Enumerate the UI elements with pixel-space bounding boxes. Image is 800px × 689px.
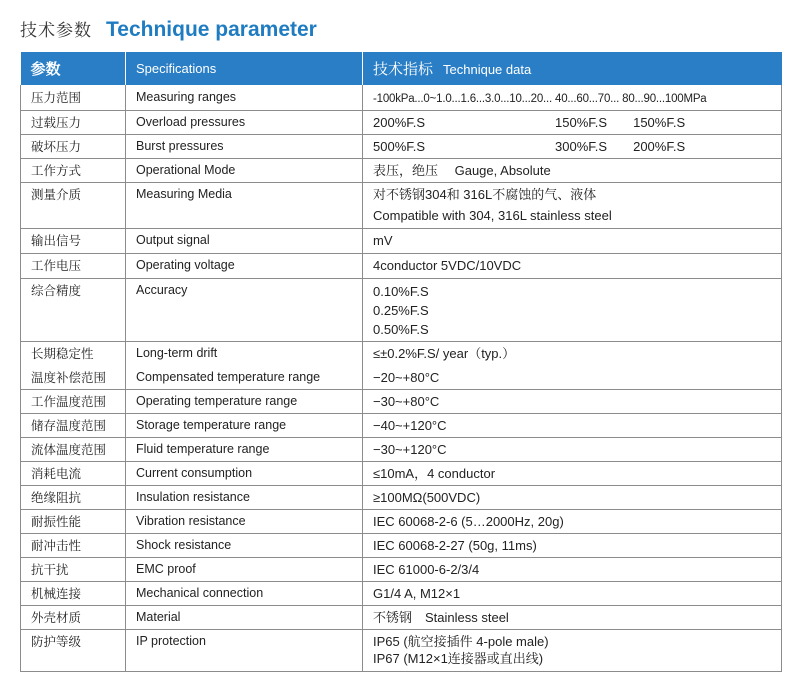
row-en: EMC proof bbox=[126, 558, 363, 582]
heading-zh: 技术参数 bbox=[20, 21, 92, 41]
header-technique-zh: 技术指标 bbox=[373, 61, 434, 78]
row-value: 4conductor 5VDC/10VDC bbox=[363, 254, 782, 279]
table-row bbox=[21, 85, 782, 111]
row-value bbox=[363, 111, 782, 135]
row-zh: 工作温度范围 bbox=[21, 390, 126, 414]
value-part: 500%F.S bbox=[373, 139, 426, 154]
value-line: 0.50%F.S bbox=[373, 322, 429, 337]
table-row bbox=[21, 111, 782, 135]
table-row bbox=[21, 438, 782, 462]
row-value: ≥100MΩ(500VDC) bbox=[363, 486, 782, 510]
value-line: IP65 (航空接插件 4-pole male) bbox=[373, 634, 549, 649]
row-en: Operating voltage bbox=[126, 254, 363, 279]
table-row bbox=[21, 510, 782, 534]
table-row bbox=[21, 254, 782, 279]
value-line: IP67 (M12×1连接器或直出线) bbox=[373, 651, 544, 666]
row-en: Mechanical connection bbox=[126, 582, 363, 606]
row-value: −40~+120°C bbox=[363, 414, 782, 438]
row-zh: 工作方式 bbox=[21, 159, 126, 183]
row-zh: 外壳材质 bbox=[21, 606, 126, 630]
table-row bbox=[21, 486, 782, 510]
row-zh: 工作电压 bbox=[21, 254, 126, 279]
value-part: 200%F.S bbox=[633, 139, 686, 154]
row-value bbox=[363, 630, 782, 672]
value-line: -100kPa...0~1.0...1.6...3.0...10...20... 40...60...70... 80...90...100MPa bbox=[373, 93, 707, 105]
table-row bbox=[21, 582, 782, 606]
table-row bbox=[21, 279, 782, 342]
row-en: Measuring Media bbox=[126, 183, 363, 229]
row-en: Measuring ranges bbox=[126, 85, 363, 111]
table-header-row bbox=[21, 52, 782, 85]
table-row bbox=[21, 159, 782, 183]
table-row bbox=[21, 414, 782, 438]
row-zh: 压力范围 bbox=[21, 85, 126, 111]
value-part: 200%F.S bbox=[373, 115, 426, 130]
row-value: IEC 60068-2-27 (50g, 11ms) bbox=[363, 534, 782, 558]
value-line: 0.10%F.S bbox=[373, 284, 429, 299]
table-row bbox=[21, 229, 782, 254]
row-value: ≤±0.2%F.S/ year（typ.） bbox=[363, 342, 782, 366]
header-technique-en: Technique data bbox=[443, 62, 532, 77]
row-en: Current consumption bbox=[126, 462, 363, 486]
row-value: −20~+80°C bbox=[363, 366, 782, 390]
row-en: Output signal bbox=[126, 229, 363, 254]
row-value bbox=[363, 135, 782, 159]
row-en: Overload pressures bbox=[126, 111, 363, 135]
row-value: 不锈钢 Stainless steel bbox=[363, 606, 782, 630]
table-row bbox=[21, 630, 782, 672]
row-en: Operating temperature range bbox=[126, 390, 363, 414]
row-zh: 破坏压力 bbox=[21, 135, 126, 159]
row-zh: 耐冲击性 bbox=[21, 534, 126, 558]
row-value bbox=[363, 183, 782, 229]
row-en: Fluid temperature range bbox=[126, 438, 363, 462]
row-zh: 输出信号 bbox=[21, 229, 126, 254]
row-zh: 温度补偿范围 bbox=[21, 366, 126, 390]
header-param: 参数 bbox=[21, 52, 126, 85]
row-zh: 流体温度范围 bbox=[21, 438, 126, 462]
row-en: Storage temperature range bbox=[126, 414, 363, 438]
row-zh: 抗干扰 bbox=[21, 558, 126, 582]
row-zh: 防护等级 bbox=[21, 630, 126, 672]
value-part: 300%F.S bbox=[555, 139, 608, 154]
row-en: Burst pressures bbox=[126, 135, 363, 159]
row-value: IEC 60068-2-6 (5…2000Hz, 20g) bbox=[363, 510, 782, 534]
table-row bbox=[21, 534, 782, 558]
table-row bbox=[21, 606, 782, 630]
header-technique-data bbox=[363, 52, 782, 85]
table-row bbox=[21, 390, 782, 414]
section-heading bbox=[20, 16, 317, 46]
row-value: 表压，绝压 Gauge, Absolute bbox=[363, 159, 782, 183]
table-row bbox=[21, 558, 782, 582]
row-zh: 测量介质 bbox=[21, 183, 126, 229]
row-value: −30~+120°C bbox=[363, 438, 782, 462]
row-en: IP protection bbox=[126, 630, 363, 672]
header-specifications: Specifications bbox=[126, 52, 363, 85]
row-value: ≤10mA，4 conductor bbox=[363, 462, 782, 486]
table-row bbox=[21, 462, 782, 486]
row-zh: 储存温度范围 bbox=[21, 414, 126, 438]
row-en: Vibration resistance bbox=[126, 510, 363, 534]
row-en: Insulation resistance bbox=[126, 486, 363, 510]
row-en: Shock resistance bbox=[126, 534, 363, 558]
row-zh: 机械连接 bbox=[21, 582, 126, 606]
table-row bbox=[21, 366, 782, 390]
row-value bbox=[363, 279, 782, 342]
row-value: −30~+80°C bbox=[363, 390, 782, 414]
row-value: IEC 61000-6-2/3/4 bbox=[363, 558, 782, 582]
row-zh: 耐振性能 bbox=[21, 510, 126, 534]
row-value bbox=[363, 85, 782, 111]
value-line: Compatible with 304, 316L stainless steel bbox=[373, 208, 612, 223]
table-row bbox=[21, 183, 782, 229]
spec-table bbox=[20, 52, 782, 672]
row-zh: 绝缘阻抗 bbox=[21, 486, 126, 510]
row-en: Compensated temperature range bbox=[126, 366, 363, 390]
table-row bbox=[21, 135, 782, 159]
value-line: 0.25%F.S bbox=[373, 303, 429, 318]
row-zh: 综合精度 bbox=[21, 279, 126, 342]
value-line: 对不锈钢304和 316L不腐蚀的气、液体 bbox=[373, 187, 597, 202]
heading-en: Technique parameter bbox=[106, 18, 317, 41]
row-en: Long-term drift bbox=[126, 342, 363, 366]
row-en: Accuracy bbox=[126, 279, 363, 342]
row-en: Material bbox=[126, 606, 363, 630]
value-part: 150%F.S bbox=[633, 115, 686, 130]
row-zh: 过载压力 bbox=[21, 111, 126, 135]
table-row bbox=[21, 342, 782, 366]
row-en: Operational Mode bbox=[126, 159, 363, 183]
row-value: mV bbox=[363, 229, 782, 254]
row-zh: 长期稳定性 bbox=[21, 342, 126, 366]
row-zh: 消耗电流 bbox=[21, 462, 126, 486]
value-part: 150%F.S bbox=[555, 115, 608, 130]
row-value: G1/4 A, M12×1 bbox=[363, 582, 782, 606]
